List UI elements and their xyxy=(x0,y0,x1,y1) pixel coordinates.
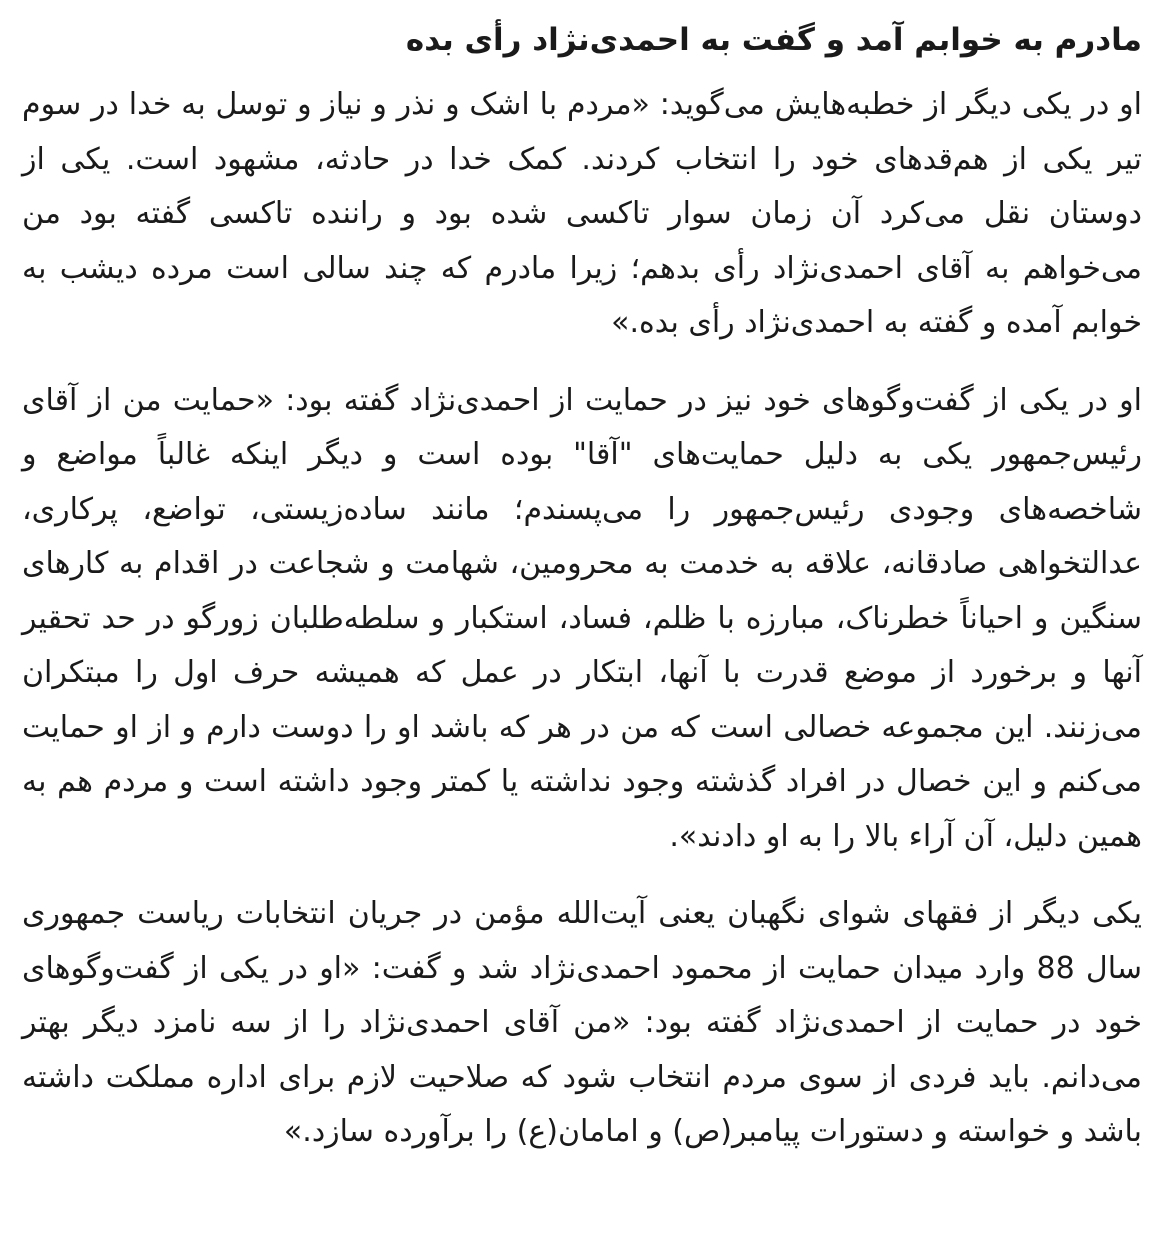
article-title: مادرم به خوابم آمد و گفت به احمدی‌نژاد رأی بده xyxy=(405,22,1142,58)
paragraph-3: یکی دیگر از فقهای شوای نگهبان یعنی آیت‌الله مؤمن در جریان انتخابات ریاست جمهوری سال 88 وارد میدان حمایت از محمود احمدی‌نژاد شد و گفت: «او در یکی از گفت‌وگوهای خود در حمایت از احمدی‌نژاد گفته بود: «من آقای احمدی‌نژاد را از سه نامزد دیگر بهتر می‌دانم. باید فردی از سوی مردم انتخاب شود که صلاحیت لازم برای اداره مملکت داشته باشد و خواسته و دستورات پیامبر(ص) و امامان(ع) را برآورده سازد.» xyxy=(22,896,1142,1149)
paragraph-2: او در یکی از گفت‌وگوهای خود نیز در حمایت از احمدی‌نژاد گفته بود: «حمایت من از آقای رئیس‌جمهور یکی به دلیل حمایت‌های "آقا" بوده است و دیگر اینکه غالباً مواضع و شاخصه‌های وجودی رئیس‌جمهور را می‌پسندم؛ مانند ساده‌زیستی، تواضع، پرکاری، عدالتخواهی صادقانه، علاقه به خدمت به محرومین، شهامت و شجاعت در اقدام به کارهای سنگین و احیاناً خطرناک، مبارزه با ظلم، فساد، استکبار و سلطه‌طلبان زورگو در حد تحقیر آنها و برخورد از موضع قدرت با آنها، ابتکار در عمل که همیشه حرف اول را مبتکران می‌زنند. این مجموعه خصالی است که من در هر که باشد او را دوست دارم و از او حمایت می‌کنم و این خصال در افراد گذشته وجود نداشته یا کمتر وجود داشته است و مردم هم به همین دلیل، آن آراء بالا را به او دادند». xyxy=(22,382,1142,854)
paragraph-1: او در یکی دیگر از خطبه‌هایش می‌گوید: «مردم با اشک و نذر و نیاز و توسل به خدا در سوم تیر یکی از هم‌قدهای خود را انتخاب کردند. کمک خدا در حادثه، مشهود است. یکی از دوستان نقل می‌کرد آن زمان سوار تاکسی شده بود و راننده تاکسی گفته بود من می‌خواهم به آقای احمدی‌نژاد رأی بدهم؛ زیرا مادرم که چند سالی است مرده دیشب به خوابم آمده و گفته به احمدی‌نژاد رأی بده.» xyxy=(22,87,1142,340)
